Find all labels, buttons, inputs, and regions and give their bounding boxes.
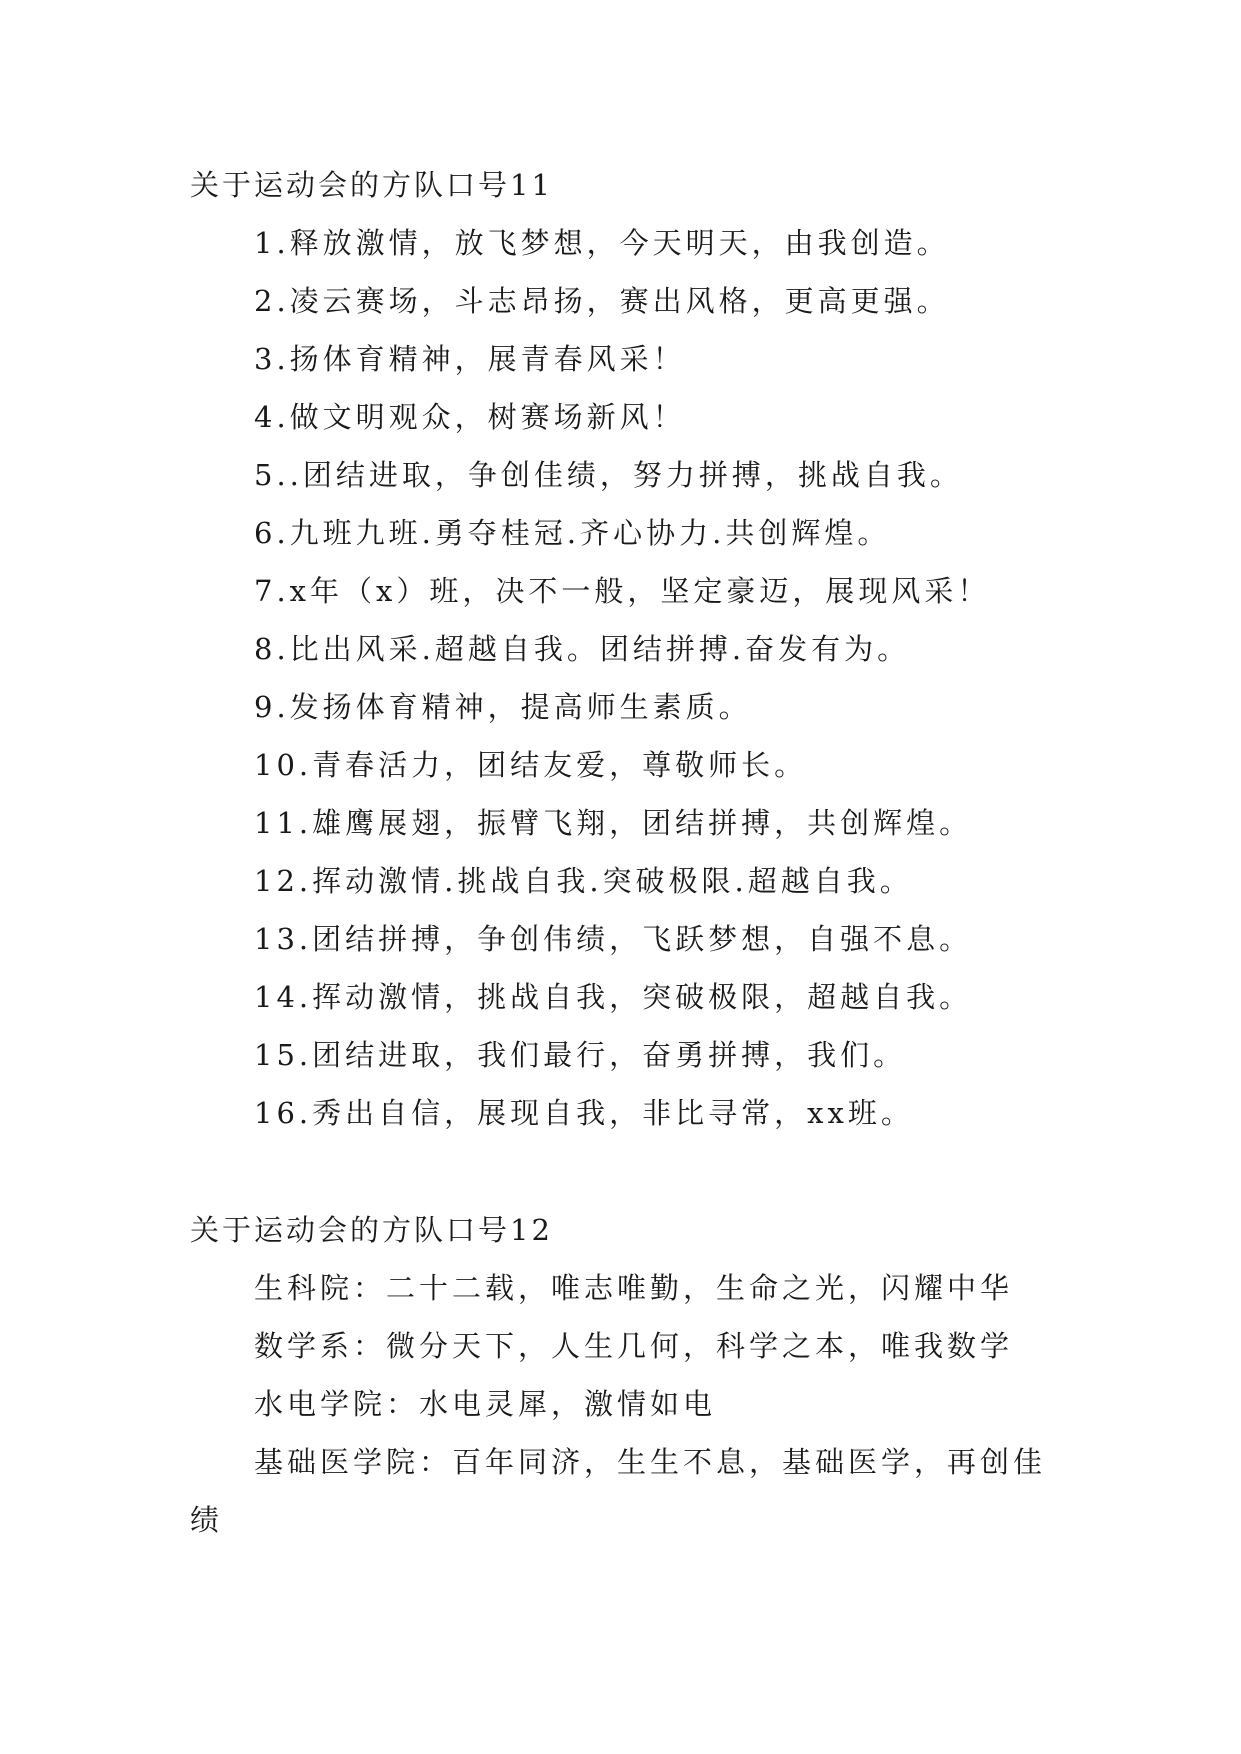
slogan-line: 14.挥动激情，挑战自我，突破极限，超越自我。	[254, 980, 973, 1014]
slogan-line: 7.x年（x）班，决不一般，坚定豪迈，展现风采！	[254, 574, 991, 608]
slogan-line: 数学系：微分天下，人生几何，科学之本，唯我数学	[254, 1329, 1014, 1363]
section-title: 关于运动会的方队口号11	[190, 168, 553, 202]
slogan-line: 16.秀出自信，展现自我，非比寻常，xx班。	[254, 1096, 914, 1130]
slogan-line: 2.凌云赛场，斗志昂扬，赛出风格，更高更强。	[254, 284, 950, 318]
slogan-line: 生科院：二十二载，唯志唯勤，生命之光，闪耀中华	[254, 1271, 1014, 1305]
slogan-line: 6.九班九班.勇夺桂冠.齐心协力.共创辉煌。	[254, 516, 891, 550]
slogan-line: 5..团结进取，争创佳绩，努力拼搏，挑战自我。	[254, 458, 963, 492]
slogan-line: 12.挥动激情.挑战自我.突破极限.超越自我。	[254, 864, 913, 898]
slogan-line: 基础医学院：百年同济，生生不息，基础医学，再创佳	[254, 1445, 1047, 1479]
section-title: 关于运动会的方队口号12	[190, 1213, 553, 1247]
slogan-line: 10.青春活力，团结友爱，尊敬师长。	[254, 748, 808, 782]
slogan-line: 9.发扬体育精神，提高师生素质。	[254, 690, 752, 724]
slogan-line: 11.雄鹰展翅，振臂飞翔，团结拼搏，共创辉煌。	[254, 806, 973, 840]
slogan-line: 3.扬体育精神，展青春风采！	[254, 342, 686, 376]
slogan-line: 13.团结拼搏，争创伟绩，飞跃梦想，自强不息。	[254, 922, 973, 956]
slogan-line: 15.团结进取，我们最行，奋勇拼搏，我们。	[254, 1038, 907, 1072]
slogan-line: 8.比出风采.超越自我。团结拼搏.奋发有为。	[254, 632, 911, 666]
slogan-line: 4.做文明观众，树赛场新风！	[254, 400, 686, 434]
slogan-line: 1.释放激情，放飞梦想，今天明天，由我创造。	[254, 226, 950, 260]
slogan-line: 水电学院：水电灵犀，激情如电	[254, 1387, 717, 1421]
slogan-line-continuation: 绩	[190, 1503, 224, 1537]
